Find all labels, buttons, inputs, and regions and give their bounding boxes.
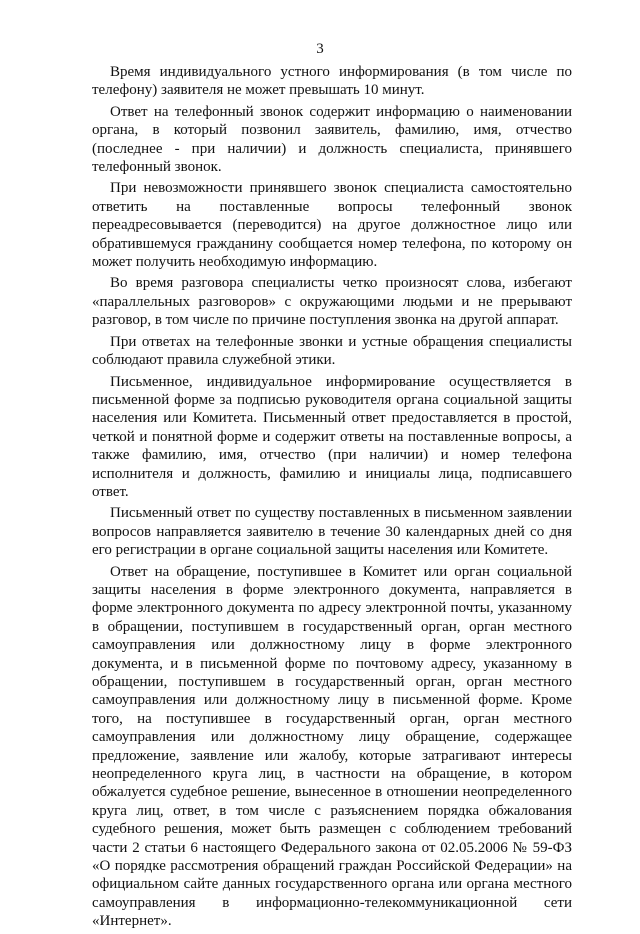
paragraph-conversation-rules: Во время разговора специалисты четко произносят слова, избегают «параллельных разговоров» с окружающими людьми и не прерывают разговор, в том числе по причине поступления звонка на другой аппарат.: [92, 275, 572, 329]
paragraph-oral-info-time: Время индивидуального устного информирования (в том числе по телефону) заявителя не может превышать 10 минут.: [92, 64, 572, 99]
paragraph-written-info: Письменное, индивидуальное информирование осуществляется в письменной форме за подписью руководителя органа социальной защиты населения или Комитета. Письменный ответ предоставляется в простой, четкой и понятной форме и содержит ответы на поставленные вопросы, а также фамилию, имя, отчество (при наличии) и номер телефона исполнителя и должность, фамилию и инициалы лица, подписавшего ответ.: [92, 373, 572, 500]
paragraph-written-answer-deadline: Письменный ответ по существу поставленных в письменном заявлении вопросов направляется заявителю в течение 30 календарных дней со дня его регистрации в органе социальной защиты населения или Комитете.: [92, 505, 572, 559]
page-number: 3: [316, 41, 324, 57]
paragraph-service-ethics: При ответах на телефонные звонки и устные обращения специалисты соблюдают правила служебной этики.: [92, 333, 572, 369]
paragraph-electronic-answer: Ответ на обращение, поступившее в Комитет или орган социальной защиты населения в форме электронного документа, направляется в форме электронного документа по адресу электронной почты, указанному в обращении, поступившем в государственный орган, орган местного самоуправления или должностному лицу в форме электронного документа, и в письменной форме по почтовому адресу, указанному в обращении, поступившем в государственный орган, орган местного самоуправления или должностному лицу в письменной форме. Кроме того, на поступившее в государственный орган, орган местного самоуправления или должностному лицу обращение, содержащее предложение, заявление или жалобу, которые затрагивают интересы неопределенного круга лиц, в частности на обращение, в котором обжалуется судебное решение, вынесенное в отношении неопределенного круга лиц, ответ, в том числе с разъяснением порядка обжалования судебного решения, может быть размещен с соблюдением требований части 2 статьи 6 настоящего Федерального закона от 02.05.2006 № 59-ФЗ «О порядке рассмотрения обращений граждан Российской Федерации» на официальном сайте данных государственного органа или органа местного самоуправления в информационно-телекоммуникационной сети «Интернет».: [92, 563, 572, 930]
paragraph-phone-answer-content: Ответ на телефонный звонок содержит информацию о наименовании органа, в который позвонил заявитель, фамилию, имя, отчество (последнее - при наличии) и должность специалиста, принявшего телефонный звонок.: [92, 103, 572, 176]
paragraph-call-redirect: При невозможности принявшего звонок специалиста самостоятельно ответить на поставленные вопросы телефонный звонок переадресовывается (переводится) на другое должностное лицо или обратившемуся гражданину сообщается номер телефона, по которому он может получить необходимую информацию.: [92, 180, 572, 271]
document-body: [92, 63, 572, 934]
